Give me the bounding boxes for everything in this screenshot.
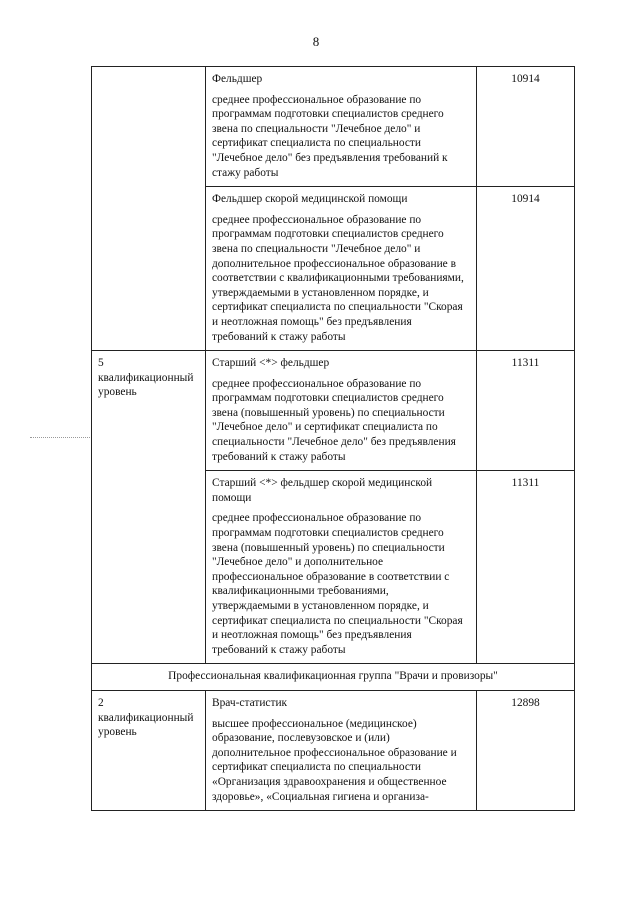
level-cell: 5 квалификационный уровень <box>92 351 206 664</box>
salary-cell: 12898 <box>477 690 575 810</box>
position-requirements: среднее профессиональное образование по программам подготовки специалистов среднего звена по специальности "Лечебное дело" и дополнительное профессиональное образование в соответствии с квалификационными требованиями, утверждаемыми в установленном порядке, и сертификат специалиста по специальности "Скорая и неотложная помощь" без предъявления требований к стажу работы <box>212 213 464 343</box>
salary-cell: 10914 <box>477 67 575 187</box>
page-number: 8 <box>312 34 320 49</box>
level-cell <box>92 67 206 351</box>
scan-artifact <box>30 437 90 438</box>
position-title: Фельдшер скорой медицинской помощи <box>212 193 408 206</box>
table-row <box>92 67 575 187</box>
position-cell <box>206 67 477 187</box>
level-cell: 2 квалификационный уровень <box>92 690 206 810</box>
position-requirements: высшее профессиональное (медицинское) образование, послевузовское и (или) дополнительное профессиональное образование и сертификат специалиста по специальности «Организация здравоохранения и общественное здоровье», «Социальная гигиена и организа- <box>212 717 457 803</box>
position-cell <box>206 351 477 471</box>
salary-cell: 10914 <box>477 187 575 351</box>
position-title: Старший <*> фельдшер <box>212 357 330 370</box>
position-title: Врач-статистик <box>212 696 288 709</box>
position-requirements: среднее профессиональное образование по программам подготовки специалистов среднего звена по специальности "Лечебное дело" и сертификат специалиста по специальности "Лечебное дело" без предъявления требований к стажу работы <box>212 93 448 179</box>
position-requirements: среднее профессиональное образование по программам подготовки специалистов среднего звена (повышенный уровень) по специальности "Лечебное дело" и дополнительное профессиональное образование в соответствии с квалификационными требованиями, утверждаемыми в установленном порядке, и сертификат специалиста по специальности "Скорая и неотложная помощь" без предъявления требований к стажу работы <box>212 512 463 656</box>
group-header-row <box>92 664 575 691</box>
position-requirements: среднее профессиональное образование по программам подготовки специалистов среднего звена (повышенный уровень) по специальности "Лечебное дело" и сертификат специалиста по специальности "Лечебное дело" без предъявления требований к стажу работы <box>212 377 456 463</box>
salary-cell: 11311 <box>477 471 575 664</box>
position-title: Фельдшер <box>212 73 263 85</box>
salary-cell: 11311 <box>477 351 575 471</box>
position-cell <box>206 690 477 810</box>
position-cell <box>206 471 477 664</box>
table-row <box>92 351 575 471</box>
table-row <box>92 690 575 810</box>
group-header: Профессиональная квалификационная группа "Врачи и провизоры" <box>92 664 575 691</box>
salary-table <box>91 66 575 811</box>
position-title: Старший <*> фельдшер скорой медицинской помощи <box>212 477 433 504</box>
position-cell <box>206 187 477 351</box>
